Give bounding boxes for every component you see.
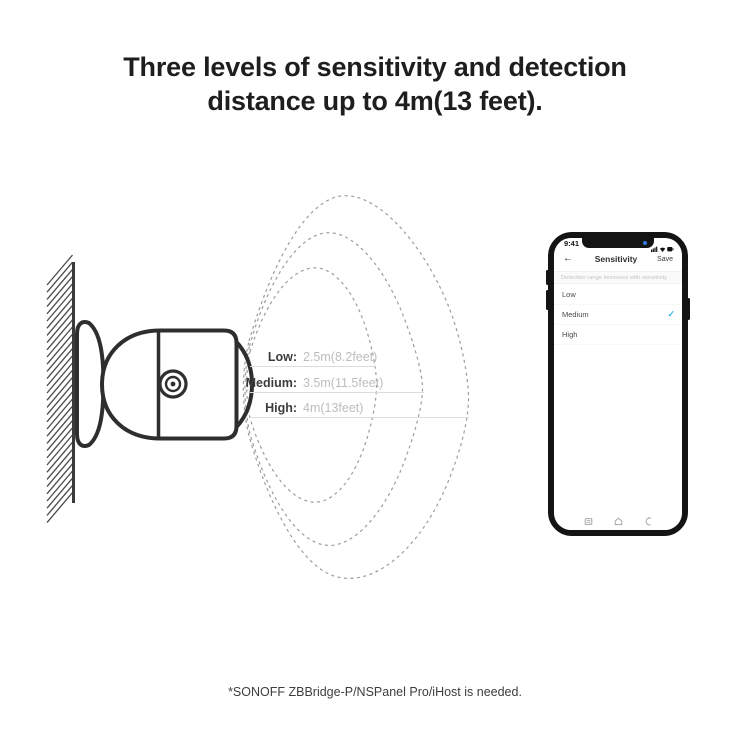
sensor-mount-base (77, 322, 104, 446)
back-arrow-icon[interactable]: ← (563, 253, 573, 264)
option-label: High (562, 330, 578, 339)
range-value: 2.5m(8.2feet) (303, 350, 378, 364)
phone-volume-down-button (546, 290, 549, 310)
phone-power-button (687, 298, 690, 320)
check-icon: ✓ (667, 309, 675, 319)
sensitivity-options-list (554, 285, 682, 345)
status-time: 9:41 (564, 239, 580, 248)
wall-hatching-icon (47, 255, 73, 523)
phone-header (554, 251, 682, 267)
range-label: Low: (267, 350, 297, 364)
option-label: Medium (562, 310, 589, 319)
range-label: High: (265, 401, 297, 415)
range-leader-line (250, 392, 424, 393)
screen-title: Sensitivity (594, 254, 638, 264)
option-row-medium[interactable] (554, 305, 682, 325)
front-camera-icon (643, 241, 648, 246)
range-label: Medium: (245, 376, 297, 390)
phone-screen (554, 238, 682, 530)
footnote: *SONOFF ZBBridge-P/NSPanel Pro/iHost is needed. (228, 685, 522, 699)
page-title-line2: distance up to 4m(13 feet). (207, 86, 543, 116)
android-nav-bar (554, 517, 682, 526)
range-leader-line (250, 417, 469, 418)
home-button-icon[interactable] (614, 517, 623, 526)
option-row-low[interactable] (554, 285, 682, 305)
option-row-high[interactable] (554, 325, 682, 345)
range-leader-line (250, 366, 376, 367)
phone-volume-up-button (546, 270, 549, 285)
recents-button-icon[interactable] (584, 517, 593, 526)
page-title-line1: Three levels of sensitivity and detection (123, 52, 627, 82)
range-value: 4m(13feet) (303, 401, 364, 415)
save-button[interactable]: Save (657, 255, 673, 263)
back-button-icon[interactable] (644, 517, 653, 526)
phone-mockup (548, 232, 688, 536)
sensitivity-hint-text: Detection range increases with sensitivity (554, 271, 682, 284)
phone-notch (582, 238, 654, 248)
option-label: Low (562, 290, 576, 299)
range-value: 3.5m(11.5feet) (303, 376, 384, 390)
